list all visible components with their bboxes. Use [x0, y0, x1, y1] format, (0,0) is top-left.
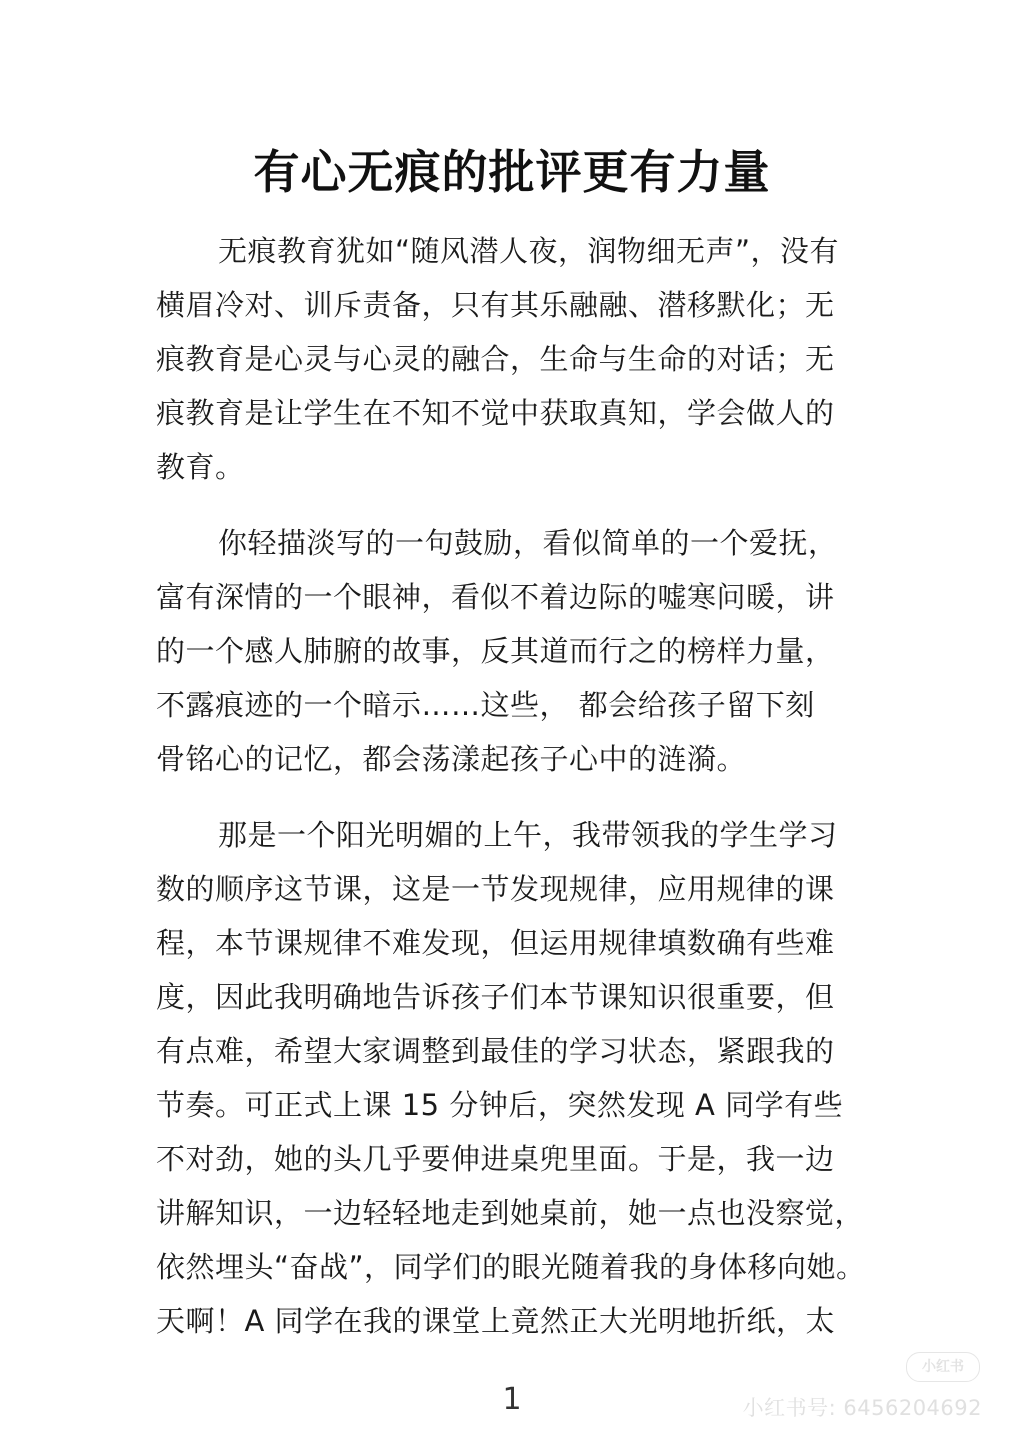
text-line: 教育。	[156, 450, 245, 484]
paragraph-3	[156, 808, 868, 1348]
paragraph-2	[156, 516, 868, 786]
text-line: 数的顺序这节课，这是一节发现规律，应用规律的课	[156, 872, 835, 906]
text-line: 那是一个阳光明媚的上午，我带领我的学生学习	[218, 818, 838, 852]
text-line: 富有深情的一个眼神，看似不着边际的嘘寒问暖，讲	[156, 580, 835, 614]
paragraph-1	[156, 224, 868, 494]
text-line: 痕教育是让学生在不知不觉中获取真知，学会做人的	[156, 396, 835, 430]
text-line: 无痕教育犹如“随风潜人夜，润物细无声”，没有	[218, 234, 840, 268]
text-line: 骨铭心的记忆，都会荡漾起孩子心中的涟漪。	[156, 742, 747, 776]
text-line: 节奏。可正式上课 15 分钟后，突然发现 A 同学有些	[156, 1088, 844, 1122]
document-body	[156, 224, 868, 1370]
text-line: 横眉冷对、训斥责备，只有其乐融融、潜移默化；无	[156, 288, 835, 322]
text-line: 天啊！A 同学在我的课堂上竟然正大光明地折纸，太	[156, 1304, 836, 1338]
text-line: 讲解知识，一边轻轻地走到她桌前，她一点也没察觉，	[156, 1196, 865, 1230]
text-line: 痕教育是心灵与心灵的融合，生命与生命的对话；无	[156, 342, 835, 376]
text-line: 有点难，希望大家调整到最佳的学习状态，紧跟我的	[156, 1034, 835, 1068]
watermark-logo: 小红书	[906, 1352, 980, 1382]
text-line: 不对劲，她的头几乎要伸进桌兜里面。于是，我一边	[156, 1142, 835, 1176]
text-line: 的一个感人肺腑的故事，反其道而行之的榜样力量，	[156, 634, 835, 668]
page-number: 1	[502, 1382, 522, 1417]
text-line: 程，本节课规律不难发现，但运用规律填数确有些难	[156, 926, 835, 960]
watermark-id: 小红书号: 6456204692	[742, 1396, 982, 1420]
text-line: 不露痕迹的一个暗示……这些， 都会给孩子留下刻	[156, 688, 815, 722]
text-line: 度，因此我明确地告诉孩子们本节课知识很重要，但	[156, 980, 835, 1014]
document-title: 有心无痕的批评更有力量	[253, 145, 771, 199]
text-line: 依然埋头“奋战”，同学们的眼光随着我的身体移向她。	[156, 1250, 866, 1284]
text-line: 你轻描淡写的一句鼓励，看似简单的一个爱抚，	[218, 526, 838, 560]
